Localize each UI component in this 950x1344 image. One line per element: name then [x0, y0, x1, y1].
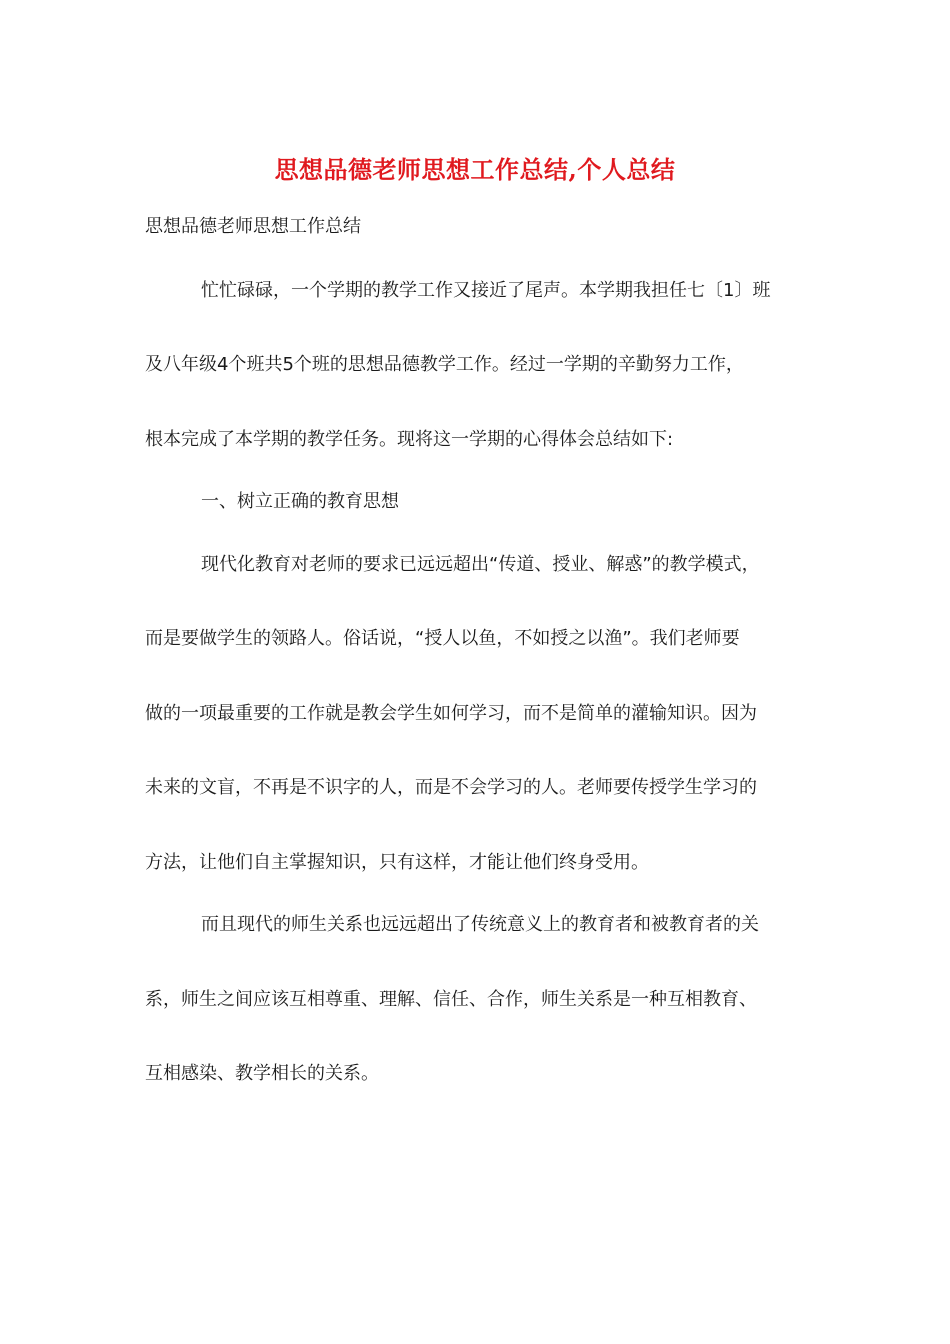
paragraph-line: 根本完成了本学期的教学任务。现将这一学期的心得体会总结如下: [145, 429, 674, 450]
paragraph-line: 未来的文盲，不再是不识字的人，而是不会学习的人。老师要传授学生学习的 [145, 777, 757, 798]
section-heading: 一、树立正确的教育思想 [201, 491, 399, 512]
paragraph-line: 而是要做学生的领路人。俗话说，“授人以鱼，不如授之以渔”。我们老师要 [145, 628, 740, 649]
paragraph-line: 而且现代的师生关系也远远超出了传统意义上的教育者和被教育者的关 [201, 914, 759, 935]
paragraph-line: 及八年级4个班共5个班的思想品德教学工作。经过一学期的辛勤努力工作， [145, 354, 744, 375]
document-title: 思想品德老师思想工作总结,个人总结 [274, 155, 676, 184]
paragraph-line: 互相感染、教学相长的关系。 [145, 1063, 379, 1084]
paragraph-line: 系，师生之间应该互相尊重、理解、信任、合作，师生关系是一种互相教育、 [145, 989, 757, 1010]
document-subtitle: 思想品德老师思想工作总结 [145, 216, 361, 237]
paragraph-line: 忙忙碌碌，一个学期的教学工作又接近了尾声。本学期我担任七〔1〕班 [201, 280, 771, 301]
paragraph-line: 做的一项最重要的工作就是教会学生如何学习，而不是简单的灌输知识。因为 [145, 703, 757, 724]
paragraph-line: 现代化教育对老师的要求已远远超出“传道、授业、解惑”的教学模式， [201, 554, 760, 575]
paragraph-line: 方法，让他们自主掌握知识，只有这样，才能让他们终身受用。 [145, 852, 649, 873]
